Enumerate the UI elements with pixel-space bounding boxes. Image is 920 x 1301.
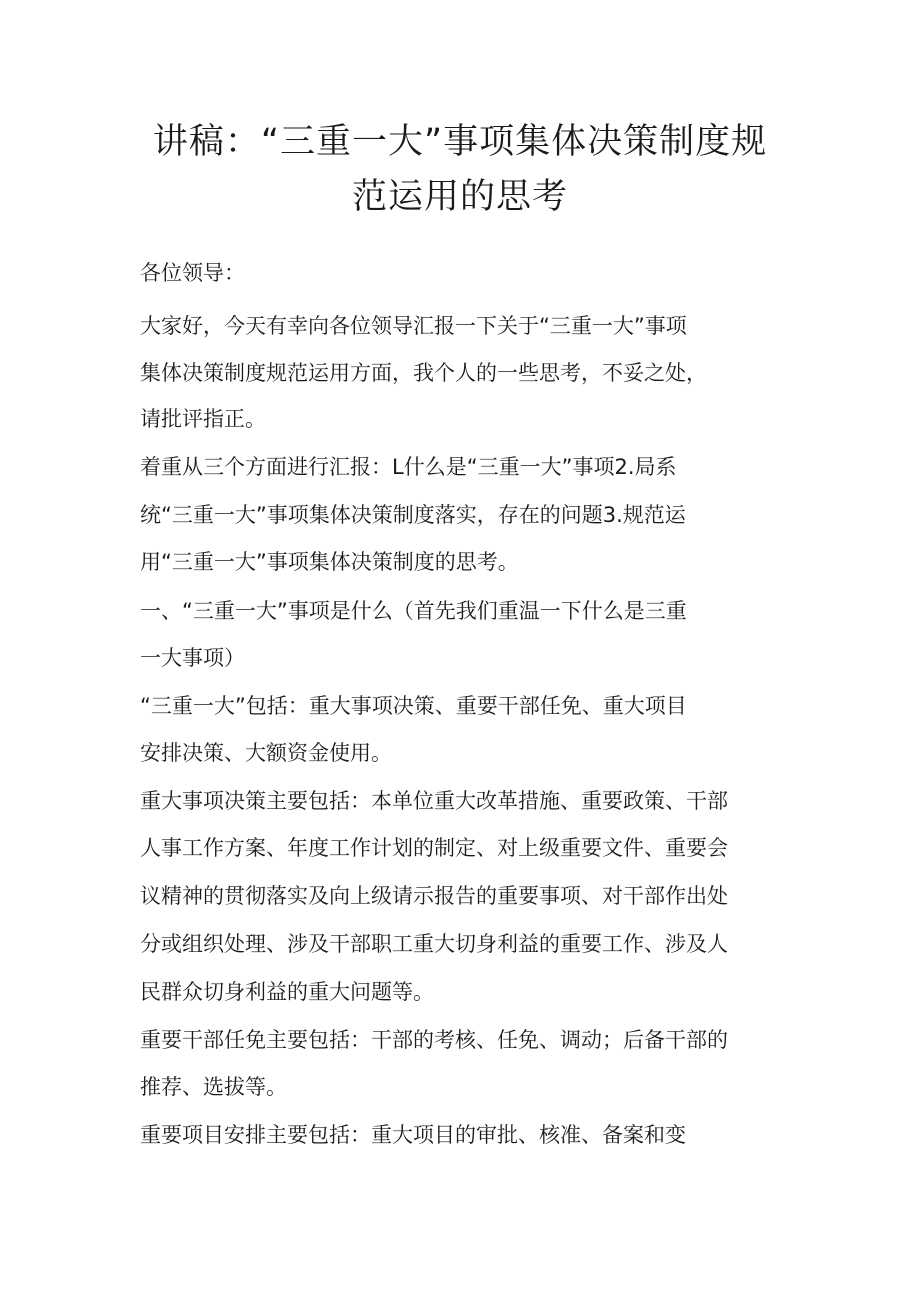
section-heading-line: 一大事项） <box>140 646 245 670</box>
paragraph-line: 重要干部任免主要包括：干部的考核、任免、调动；后备干部的 <box>140 1028 728 1052</box>
paragraph-line: 集体决策制度规范运用方面，我个人的一些思考，不妥之处， <box>140 361 707 385</box>
paragraph-line: 用“三重一大”事项集体决策制度的思考。 <box>140 550 519 574</box>
paragraph-line: 大家好，今天有幸向各位领导汇报一下关于“三重一大”事项 <box>140 314 687 338</box>
paragraph-line: 着重从三个方面进行汇报：L什么是“三重一大”事项2.局系 <box>140 455 677 479</box>
paragraph-line: 推荐、选拔等。 <box>140 1075 287 1099</box>
paragraph-line: 民群众切身利益的重大问题等。 <box>140 980 434 1004</box>
salutation: 各位领导： <box>140 261 245 285</box>
paragraph-line: 分或组织处理、涉及干部职工重大切身利益的重要工作、涉及人 <box>140 932 728 956</box>
paragraph-line: 安排决策、大额资金使用。 <box>140 741 392 765</box>
paragraph-line: 人事工作方案、年度工作计划的制定、对上级重要文件、重要会 <box>140 836 728 860</box>
paragraph-line: 统“三重一大”事项集体决策制度落实，存在的问题3.规范运 <box>140 503 686 527</box>
paragraph-line: 议精神的贯彻落实及向上级请示报告的重要事项、对干部作出处 <box>140 884 728 908</box>
document-title-line-2: 范运用的思考 <box>351 177 568 217</box>
paragraph-line: 重要项目安排主要包括：重大项目的审批、核准、备案和变 <box>140 1123 686 1147</box>
paragraph-line: 重大事项决策主要包括：本单位重大改革措施、重要政策、干部 <box>140 789 728 813</box>
document-title-line-1: 讲稿：“三重一大”事项集体决策制度规 <box>152 122 768 162</box>
paragraph-line: “三重一大”包括：重大事项决策、重要干部任免、重大项目 <box>140 694 687 718</box>
section-heading-line: 一、“三重一大”事项是什么（首先我们重温一下什么是三重 <box>140 599 687 623</box>
paragraph-line: 请批评指正。 <box>140 407 266 431</box>
